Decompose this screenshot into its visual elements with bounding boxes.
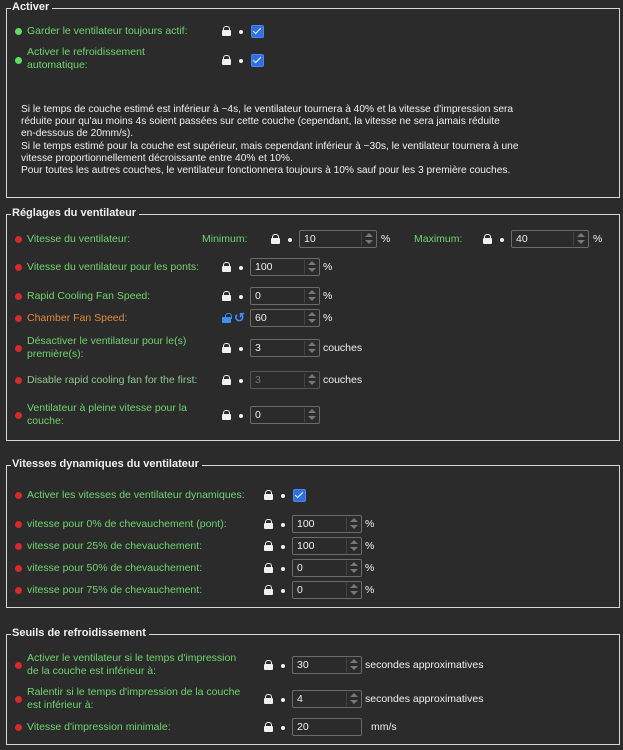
fan-min-input[interactable]: 10 bbox=[299, 230, 377, 248]
bullet-icon bbox=[239, 30, 243, 34]
bullet-icon bbox=[239, 266, 243, 270]
option-label: Vitesse du ventilateur: bbox=[27, 233, 131, 245]
section-dynamiques bbox=[6, 458, 620, 608]
unit-label: % bbox=[381, 233, 391, 245]
bullet-icon bbox=[281, 726, 285, 730]
bridge-fan-input[interactable]: 100 bbox=[250, 258, 320, 276]
lock-icon[interactable] bbox=[222, 375, 231, 385]
option-label: Rapid Cooling Fan Speed: bbox=[27, 290, 151, 302]
description-line: en-dessous de 20mm/s). bbox=[21, 128, 134, 140]
undo-icon[interactable]: ↺ bbox=[234, 310, 245, 325]
bullet-icon bbox=[239, 414, 243, 418]
option-overhang-25 bbox=[15, 537, 615, 557]
overhang-50-input[interactable]: 0 bbox=[292, 559, 362, 577]
option-label-line1: Désactiver le ventilateur pour le(s) bbox=[27, 335, 187, 347]
status-dot bbox=[15, 587, 22, 594]
lock-icon[interactable] bbox=[264, 541, 273, 551]
option-auto-cooling bbox=[15, 46, 615, 74]
bullet-icon bbox=[281, 545, 285, 549]
unit-label: % bbox=[593, 233, 603, 245]
lock-icon[interactable] bbox=[222, 262, 231, 272]
description-line: réduite pour qu'au moins 4s soient passées sur cette couche (cependant, la vitesse ne sera jamais réduite bbox=[21, 116, 500, 128]
status-dot bbox=[15, 543, 22, 550]
bullet-icon bbox=[281, 494, 285, 498]
description-line: vitesse proportionnellement décroissante entre 40% et 10%. bbox=[21, 152, 293, 164]
status-dot bbox=[15, 412, 22, 419]
unit-label: couches bbox=[323, 374, 363, 386]
min-print-speed-input[interactable]: 20 bbox=[292, 718, 362, 736]
lock-icon[interactable] bbox=[264, 722, 273, 732]
dynamic-fan-checkbox[interactable] bbox=[293, 489, 306, 502]
option-slowdown-below-layer-time bbox=[15, 686, 615, 714]
option-overhang-0 bbox=[15, 515, 615, 535]
disable-fan-first-input[interactable]: 3 bbox=[250, 339, 320, 357]
unit-label: % bbox=[365, 518, 375, 530]
option-label-line1: Ventilateur à pleine vitesse pour la bbox=[27, 402, 187, 414]
option-label-line2: automatique: bbox=[27, 59, 88, 71]
option-min-print-speed bbox=[15, 718, 615, 738]
status-dot bbox=[15, 28, 22, 35]
status-dot bbox=[15, 565, 22, 572]
unit-label: % bbox=[323, 290, 333, 302]
option-label-line2: couche: bbox=[27, 415, 64, 427]
disable-rapid-cooling-input: 3 bbox=[250, 371, 320, 389]
section-reglages bbox=[6, 207, 620, 441]
lock-icon[interactable] bbox=[271, 234, 280, 244]
bullet-icon bbox=[281, 567, 285, 571]
chamber-fan-input[interactable]: 60 bbox=[250, 309, 320, 327]
unit-label: mm/s bbox=[371, 721, 397, 733]
option-chamber-fan bbox=[15, 309, 615, 329]
bullet-icon bbox=[281, 664, 285, 668]
lock-icon[interactable] bbox=[222, 55, 231, 65]
lock-icon[interactable] bbox=[222, 291, 231, 301]
bullet-icon bbox=[281, 698, 285, 702]
option-label: vitesse pour 0% de chevauchement (pont): bbox=[27, 518, 227, 530]
bullet-icon bbox=[239, 379, 243, 383]
full-fan-speed-layer-input[interactable]: 0 bbox=[250, 406, 320, 424]
option-overhang-75 bbox=[15, 581, 615, 601]
maximum-label: Maximum: bbox=[414, 233, 463, 245]
option-label-line2: est inférieur à: bbox=[27, 699, 94, 711]
option-label-line1: Ralentir si le temps d'impression de la couche bbox=[27, 686, 241, 698]
unit-label: couches bbox=[323, 342, 363, 354]
status-dot bbox=[15, 521, 22, 528]
overhang-25-input[interactable]: 100 bbox=[292, 537, 362, 555]
auto-cooling-checkbox[interactable] bbox=[251, 54, 264, 67]
unit-label: secondes approximatives bbox=[365, 659, 484, 671]
option-label-line2: première(s): bbox=[27, 348, 84, 360]
rapid-cooling-input[interactable]: 0 bbox=[250, 287, 320, 305]
description-line: Si le temps estimé pour la couche est supérieur, mais cependant inférieur à ~30s, le ventilateur tournera à une bbox=[21, 140, 519, 152]
section-activer bbox=[6, 1, 620, 198]
option-label-line2: de la couche est inférieur à: bbox=[27, 665, 156, 677]
status-dot bbox=[15, 315, 22, 322]
option-fan-below-layer-time bbox=[15, 652, 615, 680]
lock-icon[interactable] bbox=[264, 694, 273, 704]
unit-label: % bbox=[323, 261, 333, 273]
fan-max-input[interactable]: 40 bbox=[511, 230, 589, 248]
section-title: Seuils de refroidissement bbox=[11, 627, 149, 639]
option-disable-rapid-cooling bbox=[15, 371, 615, 391]
option-label: vitesse pour 25% de chevauchement: bbox=[27, 540, 203, 552]
bullet-icon bbox=[281, 523, 285, 527]
status-dot bbox=[15, 57, 22, 64]
option-full-fan-speed-layer bbox=[15, 402, 615, 430]
status-dot bbox=[15, 236, 22, 243]
option-label: Vitesse d'impression minimale: bbox=[27, 721, 171, 733]
lock-icon[interactable] bbox=[483, 234, 492, 244]
status-dot bbox=[15, 492, 22, 499]
description-line: Pour toutes les autres couches, le ventilateur fonctionnera toujours à 10% sauf pour les 3 première couches. bbox=[21, 165, 511, 177]
bullet-icon bbox=[239, 347, 243, 351]
unlock-icon[interactable] bbox=[222, 313, 231, 323]
bullet-icon bbox=[288, 238, 292, 242]
overhang-75-input[interactable]: 0 bbox=[292, 581, 362, 599]
section-title: Vitesses dynamiques du ventilateur bbox=[11, 458, 202, 470]
fan-below-layer-time-input[interactable]: 30 bbox=[292, 656, 362, 674]
lock-icon[interactable] bbox=[222, 343, 231, 353]
unit-label: secondes approximatives bbox=[365, 693, 484, 705]
lock-icon[interactable] bbox=[264, 563, 273, 573]
minimum-label: Minimum: bbox=[202, 233, 248, 245]
section-seuils bbox=[6, 627, 620, 745]
unit-label: % bbox=[365, 584, 375, 596]
option-overhang-50 bbox=[15, 559, 615, 579]
option-disable-fan-first-layers bbox=[15, 335, 615, 363]
lock-icon[interactable] bbox=[264, 519, 273, 529]
status-dot bbox=[15, 264, 22, 271]
lock-icon[interactable] bbox=[222, 410, 231, 420]
slowdown-below-layer-time-input[interactable]: 4 bbox=[292, 690, 362, 708]
overhang-0-input[interactable]: 100 bbox=[292, 515, 362, 533]
unit-label: % bbox=[365, 540, 375, 552]
option-label: Disable rapid cooling fan for the first: bbox=[27, 374, 198, 386]
status-dot bbox=[15, 377, 22, 384]
status-dot bbox=[15, 662, 22, 669]
status-dot bbox=[15, 345, 22, 352]
section-title: Réglages du ventilateur bbox=[11, 207, 139, 219]
description-line: Si le temps de couche estimé est inférieur à ~4s, le ventilateur tournera à 40% et la vitesse d'impression sera bbox=[21, 104, 514, 115]
bullet-icon bbox=[239, 295, 243, 299]
option-label: vitesse pour 50% de chevauchement: bbox=[27, 562, 203, 574]
option-label: Activer les vitesses de ventilateur dynamiques: bbox=[27, 489, 245, 501]
option-label: Chamber Fan Speed: bbox=[27, 312, 128, 324]
option-label: Vitesse du ventilateur pour les ponts: bbox=[27, 261, 199, 273]
lock-icon[interactable] bbox=[264, 660, 273, 670]
lock-icon[interactable] bbox=[264, 585, 273, 595]
fan-always-on-checkbox[interactable] bbox=[251, 25, 264, 38]
option-label-line1: Activer le ventilateur si le temps d'impression bbox=[27, 652, 237, 664]
option-bridge-fan bbox=[15, 258, 615, 278]
unit-label: % bbox=[323, 312, 333, 324]
lock-icon[interactable] bbox=[264, 490, 273, 500]
status-dot bbox=[15, 724, 22, 731]
status-dot bbox=[15, 696, 22, 703]
option-fan-always-on bbox=[15, 24, 615, 38]
bullet-icon bbox=[500, 238, 504, 242]
option-label: Garder le ventilateur toujours actif: bbox=[27, 25, 188, 37]
section-title: Activer bbox=[11, 1, 52, 13]
status-dot bbox=[15, 293, 22, 300]
option-label: vitesse pour 75% de chevauchement: bbox=[27, 584, 203, 596]
unit-label: % bbox=[365, 562, 375, 574]
bullet-icon bbox=[281, 589, 285, 593]
bullet-icon bbox=[239, 59, 243, 63]
option-label-line1: Activer le refroidissement bbox=[27, 46, 145, 58]
option-rapid-cooling bbox=[15, 287, 615, 307]
option-fan-speed bbox=[15, 230, 615, 250]
option-enable-dynamic-fan bbox=[15, 488, 615, 504]
lock-icon[interactable] bbox=[222, 26, 231, 36]
cooling-description bbox=[21, 104, 581, 177]
